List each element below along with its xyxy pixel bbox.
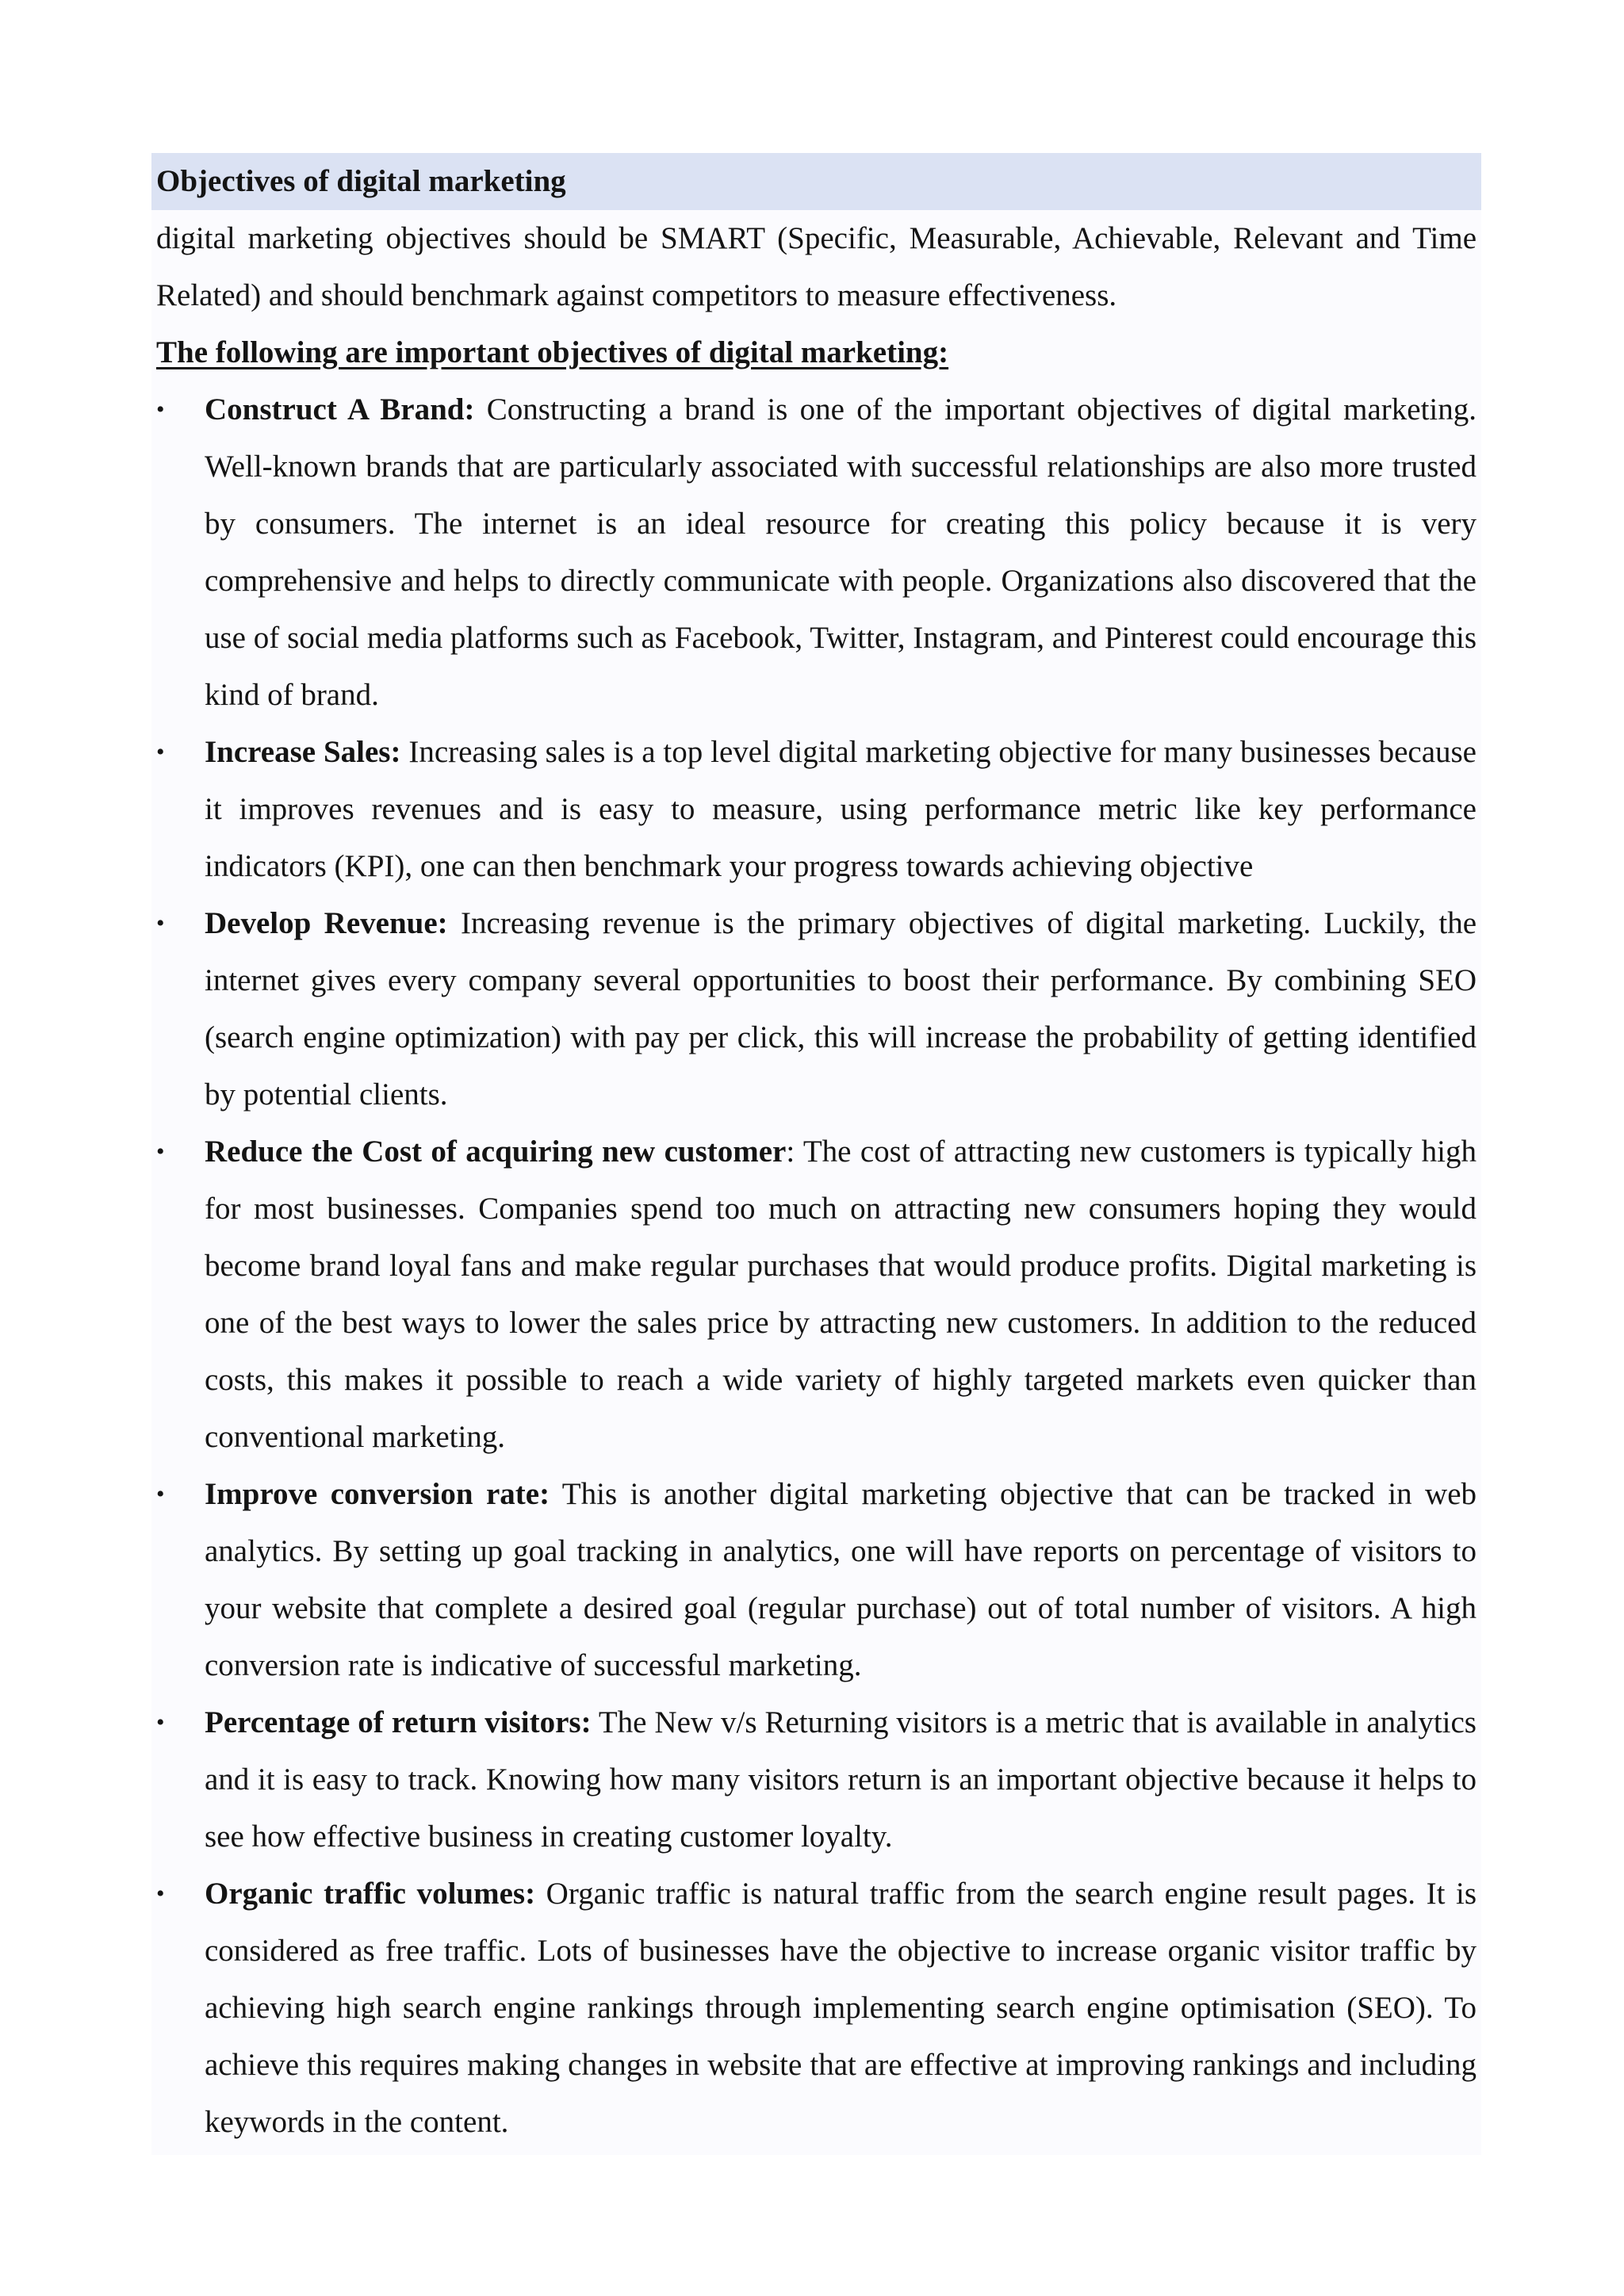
objective-text: Organic traffic is natural traffic from the search engine result pages. It is considered as free traffic. Lots of businesses have the objective to increase organic visitor traffic by achieving high search engine rankings through implementing search engine optimisation (SEO). To achieve this requires making changes in website that are effective at improving rankings and including keywords in the content. (205, 1877, 1477, 2139)
objective-title: Improve conversion rate: (205, 1477, 550, 1511)
document-body (151, 153, 1481, 2155)
objective-text: Increasing revenue is the primary objectives of digital marketing. Luckily, the internet gives every company several opportunities to boost their performance. By combining SEO (search engine optimization) with pay per click, this will increase the probability of getting identified by potential clients. (205, 906, 1477, 1112)
objective-conversion-rate (151, 1466, 1481, 1694)
objective-text: : The cost of attracting new customers is typically high for most businesses. Companies spend too much on attracting new consumers hoping they would become brand loyal fans and make regular purchases that would produce profits. Digital marketing is one of the best ways to lower the sales price by attracting new customers. In addition to the reduced costs, this makes it possible to reach a wide variety of highly targeted markets even quicker than conventional marketing. (205, 1135, 1477, 1454)
objective-title: Construct A Brand: (205, 392, 475, 427)
page-title: Objectives of digital marketing (156, 164, 566, 198)
objective-text: This is another digital marketing objective that can be tracked in web analytics. By setting up goal tracking in analytics, one will have reports on percentage of visitors to your website that complete a desired goal (regular purchase) out of total number of visitors. A high conversion rate is indicative of successful marketing. (205, 1477, 1477, 1682)
objectives-list (151, 381, 1481, 2151)
bullet-icon: • (156, 1481, 165, 1507)
objective-organic-traffic (151, 1866, 1481, 2151)
objective-return-visitors (151, 1694, 1481, 1866)
objective-title: Develop Revenue: (205, 906, 448, 940)
objective-construct-brand (151, 381, 1481, 724)
objective-title: Percentage of return visitors: (205, 1705, 592, 1739)
bullet-icon: • (156, 910, 165, 936)
objective-increase-sales (151, 724, 1481, 895)
bullet-icon: • (156, 396, 165, 423)
intro-paragraph: digital marketing objectives should be SMART (Specific, Measurable, Achievable, Relevant and Time Related) and should benchmark against competitors to measure effectiveness. (156, 221, 1477, 312)
objective-text: Increasing sales is a top level digital marketing objective for many businesses because it improves revenues and is easy to measure, using performance metric like key performance indicators (KPI), one can then benchmark your progress towards achieving objective (205, 735, 1477, 883)
objective-title: Organic traffic volumes: (205, 1877, 536, 1911)
bullet-icon: • (156, 1138, 165, 1165)
objective-title: Reduce the Cost of acquiring new customer (205, 1135, 787, 1169)
objective-text: Constructing a brand is one of the important objectives of digital marketing. Well-known brands that are particularly associated with successful relationships are also more trusted by consumers. The internet is an ideal resource for creating this policy because it is very comprehensive and helps to directly communicate with people. Organizations also discovered that the use of social media platforms such as Facebook, Twitter, Instagram, and Pinterest could encourage this kind of brand. (205, 392, 1477, 712)
objective-develop-revenue (151, 895, 1481, 1123)
bullet-icon: • (156, 1709, 165, 1735)
bullet-icon: • (156, 739, 165, 765)
bullet-icon: • (156, 1881, 165, 1907)
heading-bar (151, 153, 1481, 210)
objective-text: The New v/s Returning visitors is a metric that is available in analytics and it is easy to track. Knowing how many visitors return is an important objective because it helps to see how effective business in creating customer loyalty. (205, 1705, 1477, 1854)
objective-title: Increase Sales: (205, 735, 401, 769)
objective-reduce-cost (151, 1123, 1481, 1466)
list-subheading: The following are important objectives of digital marketing: (156, 335, 949, 369)
